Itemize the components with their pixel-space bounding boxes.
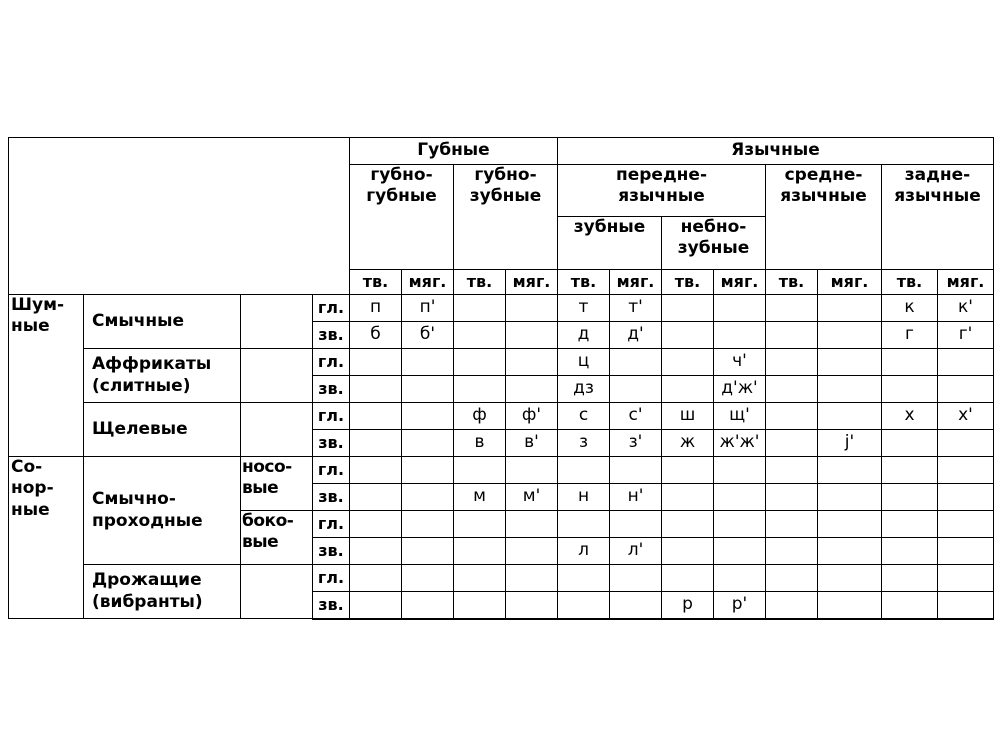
sound-t-soft: т' bbox=[610, 295, 662, 322]
sound-empty bbox=[454, 457, 506, 484]
row-voiceless: гл. bbox=[313, 457, 350, 484]
row-voiced: зв. bbox=[313, 376, 350, 403]
sound-empty bbox=[662, 565, 714, 592]
col-hard: тв. bbox=[558, 270, 610, 295]
sound-empty bbox=[350, 430, 402, 457]
sound-empty bbox=[506, 295, 558, 322]
sound-g: г bbox=[882, 322, 938, 349]
sound-empty bbox=[882, 430, 938, 457]
sound-f: ф bbox=[454, 403, 506, 430]
sound-empty bbox=[558, 457, 610, 484]
sound-z: з bbox=[558, 430, 610, 457]
row-fricatives: Щелевые bbox=[84, 403, 241, 457]
sound-empty bbox=[818, 322, 882, 349]
sound-empty bbox=[558, 592, 610, 619]
sound-k-soft: к' bbox=[938, 295, 994, 322]
sound-empty bbox=[938, 511, 994, 538]
sound-empty bbox=[662, 376, 714, 403]
sound-empty bbox=[662, 457, 714, 484]
sound-empty bbox=[454, 349, 506, 376]
sound-m: м bbox=[454, 484, 506, 511]
sound-zhzh-soft: ж'ж' bbox=[714, 430, 766, 457]
sound-empty bbox=[714, 295, 766, 322]
sound-empty bbox=[506, 457, 558, 484]
subtype-nasal: носо- вые bbox=[241, 457, 313, 511]
sound-b: б bbox=[350, 322, 402, 349]
sound-n: н bbox=[558, 484, 610, 511]
sound-empty bbox=[506, 376, 558, 403]
sound-empty bbox=[350, 376, 402, 403]
sound-m-soft: м' bbox=[506, 484, 558, 511]
sound-empty bbox=[766, 349, 818, 376]
sound-x-soft: х' bbox=[938, 403, 994, 430]
sound-empty bbox=[350, 457, 402, 484]
sound-empty bbox=[882, 484, 938, 511]
sound-sh: ш bbox=[662, 403, 714, 430]
sound-v: в bbox=[454, 430, 506, 457]
sound-b-soft: б' bbox=[402, 322, 454, 349]
sound-empty bbox=[350, 403, 402, 430]
sound-d: д bbox=[558, 322, 610, 349]
sound-empty bbox=[714, 322, 766, 349]
sound-empty bbox=[350, 349, 402, 376]
sound-empty bbox=[938, 592, 994, 619]
col-soft: мяг. bbox=[506, 270, 558, 295]
header-anterior: передне- язычные bbox=[558, 165, 766, 217]
sound-empty bbox=[882, 376, 938, 403]
subtype-lateral: боко- вые bbox=[241, 511, 313, 565]
header-labiodental: губно- зубные bbox=[454, 165, 558, 270]
sound-empty bbox=[818, 403, 882, 430]
empty-subtype bbox=[241, 565, 313, 619]
sound-empty bbox=[818, 592, 882, 619]
sound-empty bbox=[938, 430, 994, 457]
sound-empty bbox=[610, 349, 662, 376]
empty-subtype bbox=[241, 403, 313, 457]
row-voiceless: гл. bbox=[313, 295, 350, 322]
row-stops: Смычные bbox=[84, 295, 241, 349]
header-nondental: небно- зубные bbox=[662, 217, 766, 270]
row-voiced: зв. bbox=[313, 538, 350, 565]
sound-empty bbox=[506, 511, 558, 538]
row-voiceless: гл. bbox=[313, 349, 350, 376]
sound-empty bbox=[766, 511, 818, 538]
header-lingual: Язычные bbox=[558, 138, 994, 165]
sound-zh: ж bbox=[662, 430, 714, 457]
sound-empty bbox=[766, 457, 818, 484]
sound-empty bbox=[938, 457, 994, 484]
sound-empty bbox=[714, 484, 766, 511]
sound-empty bbox=[662, 349, 714, 376]
sound-empty bbox=[610, 592, 662, 619]
sound-shch-soft: щ' bbox=[714, 403, 766, 430]
row-stop-passage: Смычно- проходные bbox=[84, 457, 241, 565]
sound-empty bbox=[558, 565, 610, 592]
sound-f-soft: ф' bbox=[506, 403, 558, 430]
sound-empty bbox=[506, 349, 558, 376]
sound-empty bbox=[506, 538, 558, 565]
sound-dz: дз bbox=[558, 376, 610, 403]
col-hard: тв. bbox=[454, 270, 506, 295]
sound-empty bbox=[610, 457, 662, 484]
col-soft: мяг. bbox=[938, 270, 994, 295]
sound-empty bbox=[402, 484, 454, 511]
sound-l: л bbox=[558, 538, 610, 565]
sound-empty bbox=[402, 511, 454, 538]
sound-empty bbox=[350, 565, 402, 592]
row-voiceless: гл. bbox=[313, 565, 350, 592]
sound-empty bbox=[938, 376, 994, 403]
col-hard: тв. bbox=[350, 270, 402, 295]
col-soft: мяг. bbox=[610, 270, 662, 295]
col-hard: тв. bbox=[766, 270, 818, 295]
sound-empty bbox=[882, 511, 938, 538]
sound-ts: ц bbox=[558, 349, 610, 376]
sound-empty bbox=[402, 376, 454, 403]
row-trills: Дрожащие (вибранты) bbox=[84, 565, 241, 619]
sound-empty bbox=[882, 565, 938, 592]
sound-empty bbox=[506, 322, 558, 349]
row-affricates: Аффрикаты (слитные) bbox=[84, 349, 241, 403]
sound-empty bbox=[662, 295, 714, 322]
header-middle: средне- язычные bbox=[766, 165, 882, 270]
row-voiceless: гл. bbox=[313, 511, 350, 538]
sound-v-soft: в' bbox=[506, 430, 558, 457]
sound-x: х bbox=[882, 403, 938, 430]
col-hard: тв. bbox=[662, 270, 714, 295]
sound-empty bbox=[402, 565, 454, 592]
sound-k: к bbox=[882, 295, 938, 322]
sound-empty bbox=[350, 592, 402, 619]
sound-empty bbox=[402, 592, 454, 619]
sound-empty bbox=[938, 565, 994, 592]
sound-empty bbox=[882, 349, 938, 376]
sound-l-soft: л' bbox=[610, 538, 662, 565]
sound-empty bbox=[882, 592, 938, 619]
sound-empty bbox=[402, 430, 454, 457]
sound-empty bbox=[818, 565, 882, 592]
row-voiced: зв. bbox=[313, 592, 350, 619]
sound-empty bbox=[818, 457, 882, 484]
sound-empty bbox=[766, 484, 818, 511]
sound-empty bbox=[882, 538, 938, 565]
sound-empty bbox=[506, 592, 558, 619]
sound-empty bbox=[766, 322, 818, 349]
sound-empty bbox=[766, 430, 818, 457]
sound-empty bbox=[714, 565, 766, 592]
sound-empty bbox=[558, 511, 610, 538]
sound-empty bbox=[766, 376, 818, 403]
sound-s-soft: с' bbox=[610, 403, 662, 430]
empty-subtype bbox=[241, 295, 313, 349]
sound-empty bbox=[402, 349, 454, 376]
header-back: задне- язычные bbox=[882, 165, 994, 270]
sound-empty bbox=[766, 565, 818, 592]
sound-empty bbox=[938, 484, 994, 511]
sound-r-soft: р' bbox=[714, 592, 766, 619]
sound-empty bbox=[818, 511, 882, 538]
sound-empty bbox=[350, 538, 402, 565]
sound-empty bbox=[454, 376, 506, 403]
empty-subtype bbox=[241, 349, 313, 403]
row-voiceless: гл. bbox=[313, 403, 350, 430]
header-bilabial: губно- губные bbox=[350, 165, 454, 270]
col-hard: тв. bbox=[882, 270, 938, 295]
sound-empty bbox=[714, 457, 766, 484]
row-voiced: зв. bbox=[313, 484, 350, 511]
col-soft: мяг. bbox=[818, 270, 882, 295]
sound-empty bbox=[350, 484, 402, 511]
sound-empty bbox=[766, 538, 818, 565]
sound-empty bbox=[938, 349, 994, 376]
col-soft: мяг. bbox=[714, 270, 766, 295]
sound-empty bbox=[402, 538, 454, 565]
sound-t: т bbox=[558, 295, 610, 322]
sound-n-soft: н' bbox=[610, 484, 662, 511]
sound-empty bbox=[766, 403, 818, 430]
sound-empty bbox=[506, 565, 558, 592]
sound-p-soft: п' bbox=[402, 295, 454, 322]
sound-empty bbox=[938, 538, 994, 565]
header-labial: Губные bbox=[350, 138, 558, 165]
sound-s: с bbox=[558, 403, 610, 430]
sound-empty bbox=[766, 295, 818, 322]
sound-empty bbox=[662, 511, 714, 538]
sound-ch-soft: ч' bbox=[714, 349, 766, 376]
sound-empty bbox=[454, 295, 506, 322]
header-dental: зубные bbox=[558, 217, 662, 270]
sound-empty bbox=[610, 511, 662, 538]
sound-j: j' bbox=[818, 430, 882, 457]
sound-empty bbox=[818, 484, 882, 511]
sound-empty bbox=[818, 349, 882, 376]
row-group-noisy: Шум- ные bbox=[9, 295, 84, 457]
sound-empty bbox=[454, 322, 506, 349]
sound-empty bbox=[818, 538, 882, 565]
sound-empty bbox=[402, 403, 454, 430]
col-soft: мяг. bbox=[402, 270, 454, 295]
sound-empty bbox=[766, 592, 818, 619]
sound-empty bbox=[818, 376, 882, 403]
sound-empty bbox=[402, 457, 454, 484]
sound-empty bbox=[610, 376, 662, 403]
sound-p: п bbox=[350, 295, 402, 322]
sound-empty bbox=[454, 565, 506, 592]
sound-empty bbox=[818, 295, 882, 322]
sound-empty bbox=[454, 511, 506, 538]
sound-d-soft: д' bbox=[610, 322, 662, 349]
consonant-classification-table bbox=[8, 137, 994, 620]
sound-empty bbox=[454, 592, 506, 619]
row-voiced: зв. bbox=[313, 322, 350, 349]
sound-g-soft: г' bbox=[938, 322, 994, 349]
sound-empty bbox=[714, 538, 766, 565]
header-corner bbox=[9, 138, 350, 295]
sound-empty bbox=[662, 484, 714, 511]
sound-empty bbox=[662, 538, 714, 565]
sound-empty bbox=[882, 457, 938, 484]
sound-empty bbox=[610, 565, 662, 592]
sound-empty bbox=[714, 511, 766, 538]
sound-r: р bbox=[662, 592, 714, 619]
row-group-sonorant: Со- нор- ные bbox=[9, 457, 84, 619]
row-voiced: зв. bbox=[313, 430, 350, 457]
sound-empty bbox=[662, 322, 714, 349]
sound-z-soft: з' bbox=[610, 430, 662, 457]
sound-dzh-soft: д'ж' bbox=[714, 376, 766, 403]
sound-empty bbox=[350, 511, 402, 538]
sound-empty bbox=[454, 538, 506, 565]
